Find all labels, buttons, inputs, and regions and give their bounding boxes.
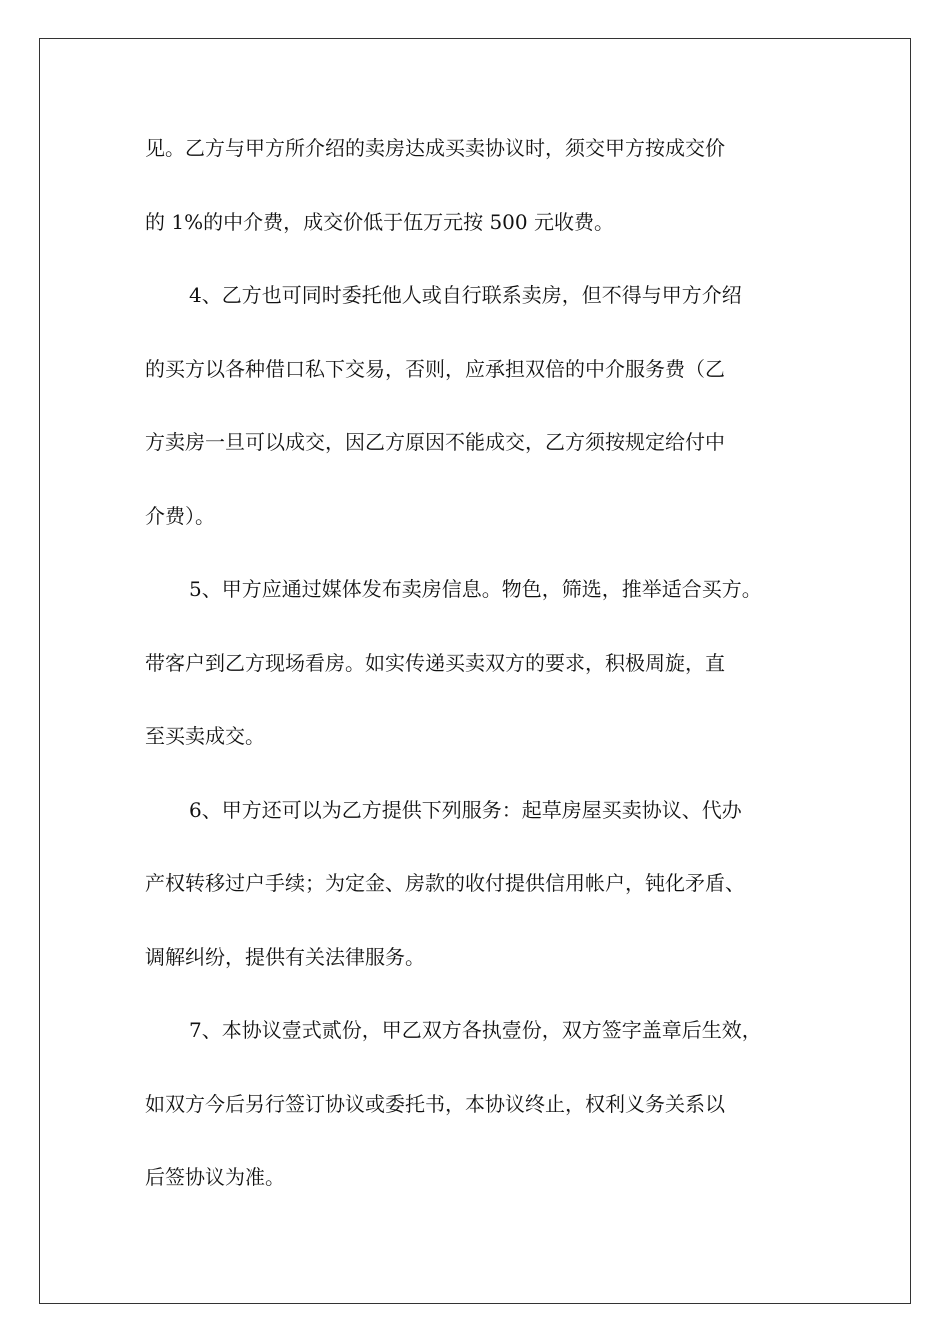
text-line: 至买卖成交。 [145, 724, 265, 748]
text-line: 介费）。 [145, 503, 215, 528]
text-line: 后签协议为准。 [145, 1165, 285, 1189]
text-line: 调解纠纷，提供有关法律服务。 [145, 944, 425, 969]
text-line: 见。乙方与甲方所介绍的卖房达成买卖协议时，须交甲方按成交价 [145, 136, 725, 160]
clause-5-start: 5、甲方应通过媒体发布卖房信息。物色，筛选，推举适合买方。 [189, 577, 762, 601]
text-line: 产权转移过户手续；为定金、房款的收付提供信用帐户，钝化矛盾、 [145, 871, 745, 895]
text-line: 方卖房一旦可以成交，因乙方原因不能成交，乙方须按规定给付中 [145, 430, 725, 454]
document-body [145, 128, 815, 1231]
text-line: 带客户到乙方现场看房。如实传递买卖双方的要求，积极周旋，直 [145, 650, 725, 675]
clause-4-start: 4、乙方也可同时委托他人或自行联系卖房，但不得与甲方介绍 [189, 283, 742, 307]
text-line: 如双方今后另行签订协议或委托书，本协议终止，权利义务关系以 [145, 1091, 725, 1116]
clause-7-start: 7、本协议壹式贰份，甲乙双方各执壹份，双方签字盖章后生效， [189, 1018, 762, 1042]
text-line: 的 1%的中介费，成交价低于伍万元按 500 元收费。 [145, 209, 614, 234]
text-line: 的买方以各种借口私下交易，否则，应承担双倍的中介服务费（乙 [145, 356, 725, 381]
clause-6-start: 6、甲方还可以为乙方提供下列服务：起草房屋买卖协议、代办 [189, 797, 742, 822]
